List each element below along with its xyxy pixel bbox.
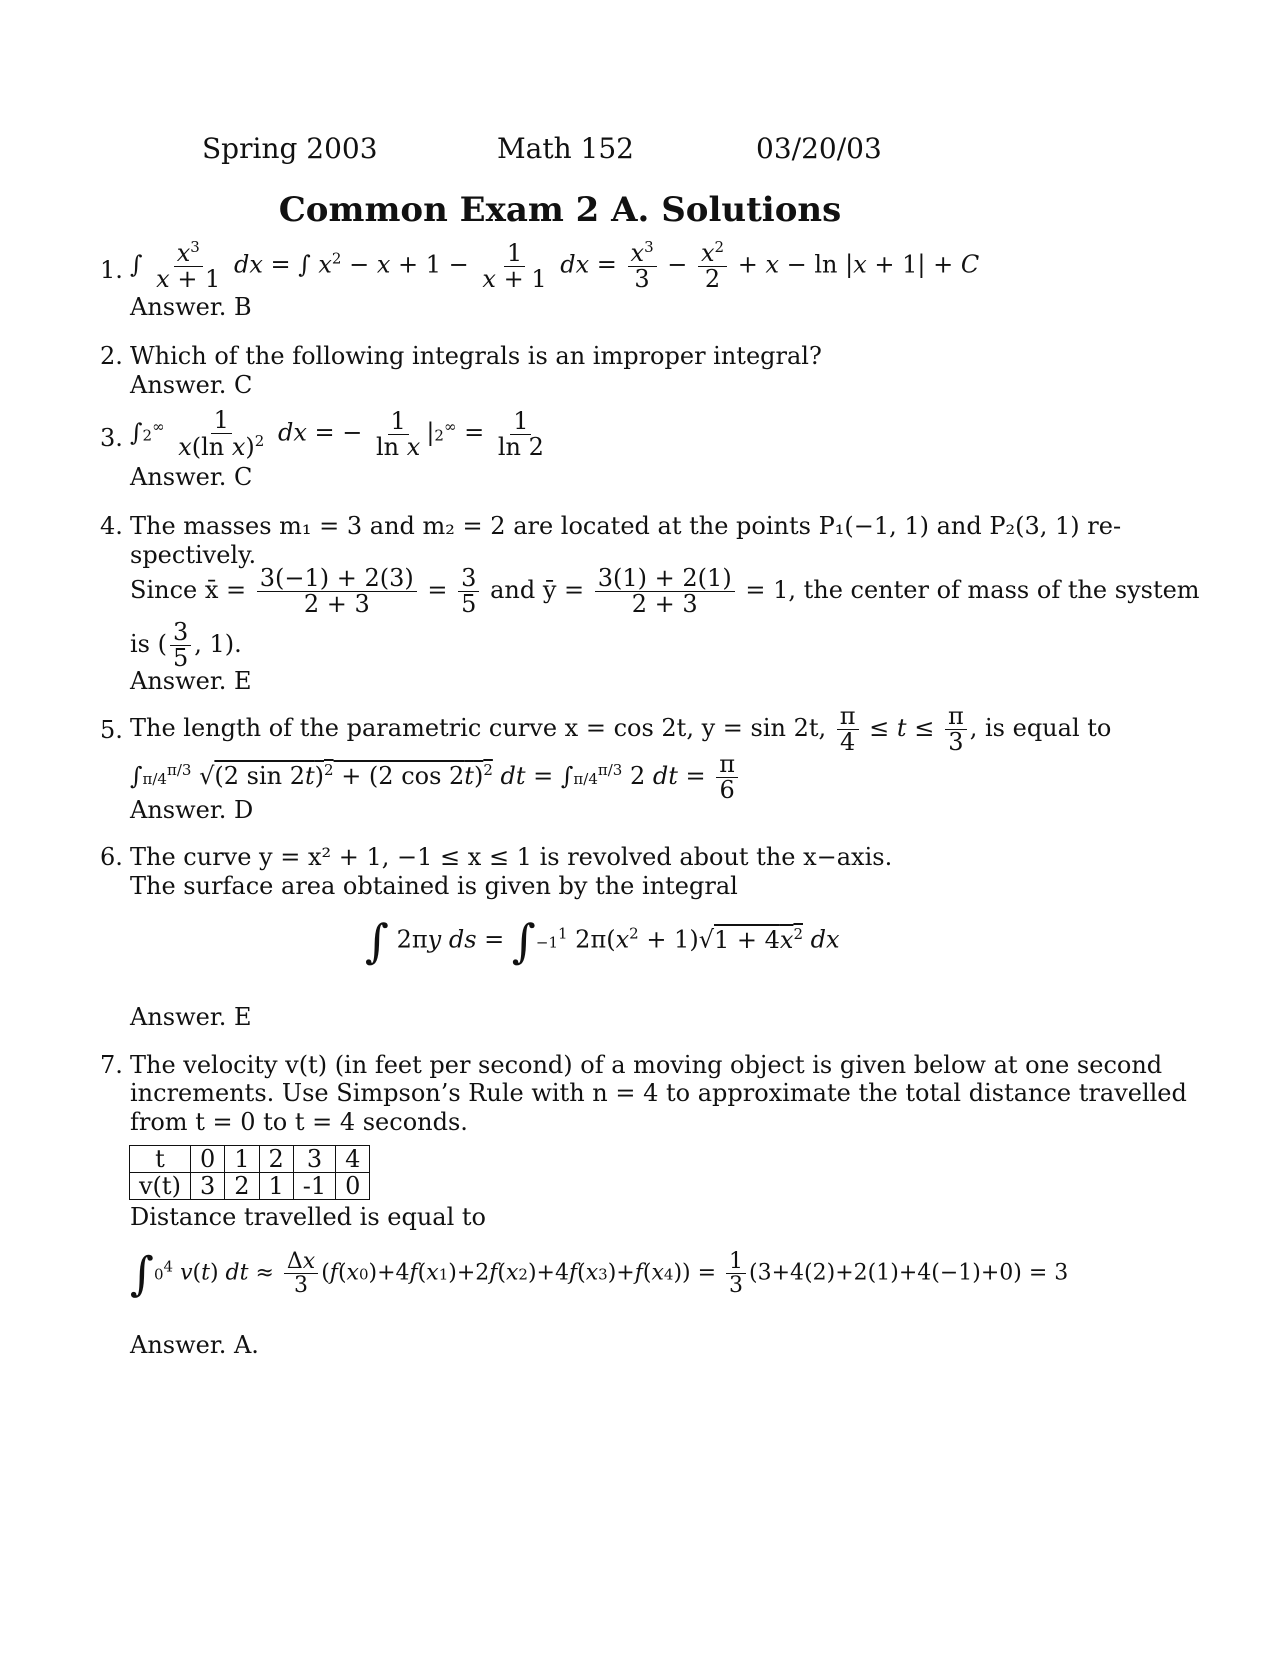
- problem-7-number: 7.: [100, 1051, 123, 1079]
- table-cell: 2: [259, 1146, 293, 1173]
- table-cell: v(t): [130, 1173, 191, 1200]
- table-cell: 3: [293, 1146, 335, 1173]
- header-course: Math 152: [497, 132, 634, 165]
- problem-4-and: and ȳ =: [490, 576, 585, 605]
- table-cell: -1: [293, 1173, 335, 1200]
- problem-4-is: is (: [130, 630, 167, 659]
- problem-6-text-line2: The surface area obtained is given by the integral: [130, 872, 738, 900]
- problem-7-text-line2: increments. Use Simpson’s Rule with n = 4 to approximate the total distance travelled: [130, 1079, 1187, 1107]
- problem-1-answer: Answer. B: [130, 293, 252, 321]
- table-cell: 1: [259, 1173, 293, 1200]
- problem-4-number: 4.: [100, 512, 123, 540]
- velocity-table: [129, 1145, 370, 1200]
- problem-3-equation: ∫2∞ $\frac{1}{x(\ln x)^2}$ dx = − $\frac{1}{\text{ln x}}$ |2∞ = $\frac{1}{\ln 2}$: [130, 406, 544, 462]
- problem-7-after-table: Distance travelled is equal to: [130, 1203, 487, 1231]
- header-term: Spring 2003: [202, 132, 378, 165]
- page-title: Common Exam 2 A. Solutions: [278, 190, 842, 230]
- problem-3-number: 3.: [100, 424, 123, 452]
- problem-7-equation: $\int 0^4$ v(t) dt ≈ $\frac{\Delta x}{3}$ (f(x0)+4f(x1)+2f(x2)+4f(x3)+f(x4)) = $\frac{1}{3}$ (3+4(2)+2(1)+4(−1)+0) = 3: [130, 1246, 1069, 1301]
- problem-2-answer: Answer. C: [130, 371, 253, 399]
- problem-2-text: Which of the following integrals is an improper integral?: [130, 342, 822, 370]
- table-cell: 2: [225, 1173, 259, 1200]
- problem-7-text-line3: from t = 0 to t = 4 seconds.: [130, 1108, 468, 1136]
- problem-4-text-line1: The masses m₁ = 3 and m₂ = 2 are located at the points P₁(−1, 1) and P₂(3, 1) re-: [130, 512, 1122, 540]
- problem-5-tail: , is equal to: [969, 714, 1112, 743]
- problem-7-answer: Answer. A.: [130, 1331, 259, 1359]
- table-row: [130, 1173, 370, 1200]
- table-row: [130, 1146, 370, 1173]
- problem-7-text-line1: The velocity v(t) (in feet per second) of a moving object is given below at one second: [130, 1051, 1163, 1079]
- problem-5-answer: Answer. D: [130, 796, 254, 824]
- problem-6-answer: Answer. E: [130, 1003, 252, 1031]
- problem-5-equation: $\int\pi/4^{\pi/3}$ √(2 sin 2t)$^2$ + (2 cos 2t)$^2$ dt = $\int\pi/4^{\pi/3}$ 2 dt = $\frac{\pi}{6}$: [130, 752, 741, 803]
- table-cell: 1: [225, 1146, 259, 1173]
- problem-4-result: is ( $\frac{3}{5}$ , 1).: [130, 618, 242, 673]
- problem-2-number: 2.: [100, 342, 123, 370]
- problem-6-text-line1: The curve y = x² + 1, −1 ≤ x ≤ 1 is revolved about the x−axis.: [130, 843, 893, 871]
- problem-4-text-line2: spectively.: [130, 541, 257, 569]
- header-date: 03/20/03: [756, 132, 882, 165]
- problem-1-number: 1.: [100, 256, 123, 284]
- table-cell: 0: [190, 1146, 224, 1173]
- problem-4-since: Since x̄ =: [130, 576, 247, 605]
- table-cell: 0: [336, 1173, 370, 1200]
- problem-1-equation: ∫ $\frac{x^3}{x + 1}$ dx = ∫ $x^2 - x + 1$ − $\frac{1}{x + 1}$ dx = $\frac{x^3}{3}$ − $\frac{x^2}{2}$ + x − ln |x + 1| + C: [130, 238, 980, 294]
- problem-5-text: The length of the parametric curve x = cos 2t, y = sin 2t,: [130, 714, 827, 743]
- problem-4-answer: Answer. E: [130, 667, 252, 695]
- problem-4-center-text: = 1, the center of mass of the system: [745, 576, 1200, 605]
- table-cell: t: [130, 1146, 191, 1173]
- table-cell: 3: [190, 1173, 224, 1200]
- table-cell: 4: [336, 1146, 370, 1173]
- problem-5-number: 5.: [100, 716, 123, 744]
- problem-6-equation: ∫ 2πy ds = $\int-1^1$ $2\pi(x^2 + 1)√1 + 4x^2$ dx: [365, 914, 840, 968]
- problem-5-statement: The length of the parametric curve x = cos 2t, y = sin 2t, $\frac{\pi}{4}$ ≤ t ≤ $\frac{\pi}{3}$ , is equal to: [130, 702, 1112, 757]
- problem-4-center-computation: Since x̄ = $\frac{3(-1) + 2(3)}{2 + 3}$ = $\frac{3}{5}$ and ȳ = $\frac{3(1) + 2(1)}{2 + 3}$ = 1, the center of mass of the system: [130, 564, 1200, 619]
- problem-3-answer: Answer. C: [130, 463, 253, 491]
- problem-6-number: 6.: [100, 843, 123, 871]
